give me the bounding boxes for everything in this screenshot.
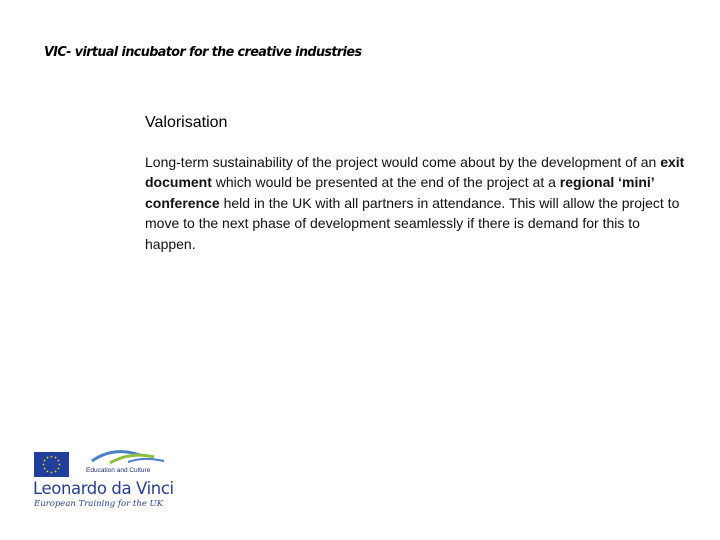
eu-star (44, 460, 46, 462)
body-text-segment: which would be presented at the end of the project at a (211, 174, 560, 191)
eu-star (43, 464, 45, 466)
eu-star (59, 464, 61, 466)
eu-star (51, 456, 53, 458)
body-text-segment: Long-term sustainability of the project would come about by the development of an (145, 154, 661, 170)
content-area (145, 113, 685, 254)
eu-star (55, 471, 57, 473)
slide-header-title: VIC- virtual incubator for the creative industries (44, 45, 362, 60)
eu-star (44, 468, 46, 470)
body-paragraph (145, 152, 685, 254)
leonardo-da-vinci-logo (30, 447, 174, 512)
eu-star (58, 468, 60, 470)
section-title: Valorisation (145, 114, 228, 131)
eu-star (58, 460, 60, 462)
eu-star (47, 471, 49, 473)
exit-document-emphasis: exit document (145, 154, 685, 191)
eu-flag-icon (34, 452, 69, 477)
program-name: Leonardo da Vinci (33, 479, 174, 498)
education-culture-label: Education and Culture (86, 467, 151, 474)
eu-star (47, 457, 49, 459)
regional-conference-emphasis: regional ‘mini’ conference (145, 174, 654, 211)
body-text-segment: held in the UK with all partners in attendance. This will allow the project to move to the next phase of development seamlessly if there is demand for this to happen. (145, 194, 680, 252)
program-tagline: European Training for the UK (34, 499, 164, 509)
eu-star (55, 457, 57, 459)
eu-star (51, 472, 53, 474)
